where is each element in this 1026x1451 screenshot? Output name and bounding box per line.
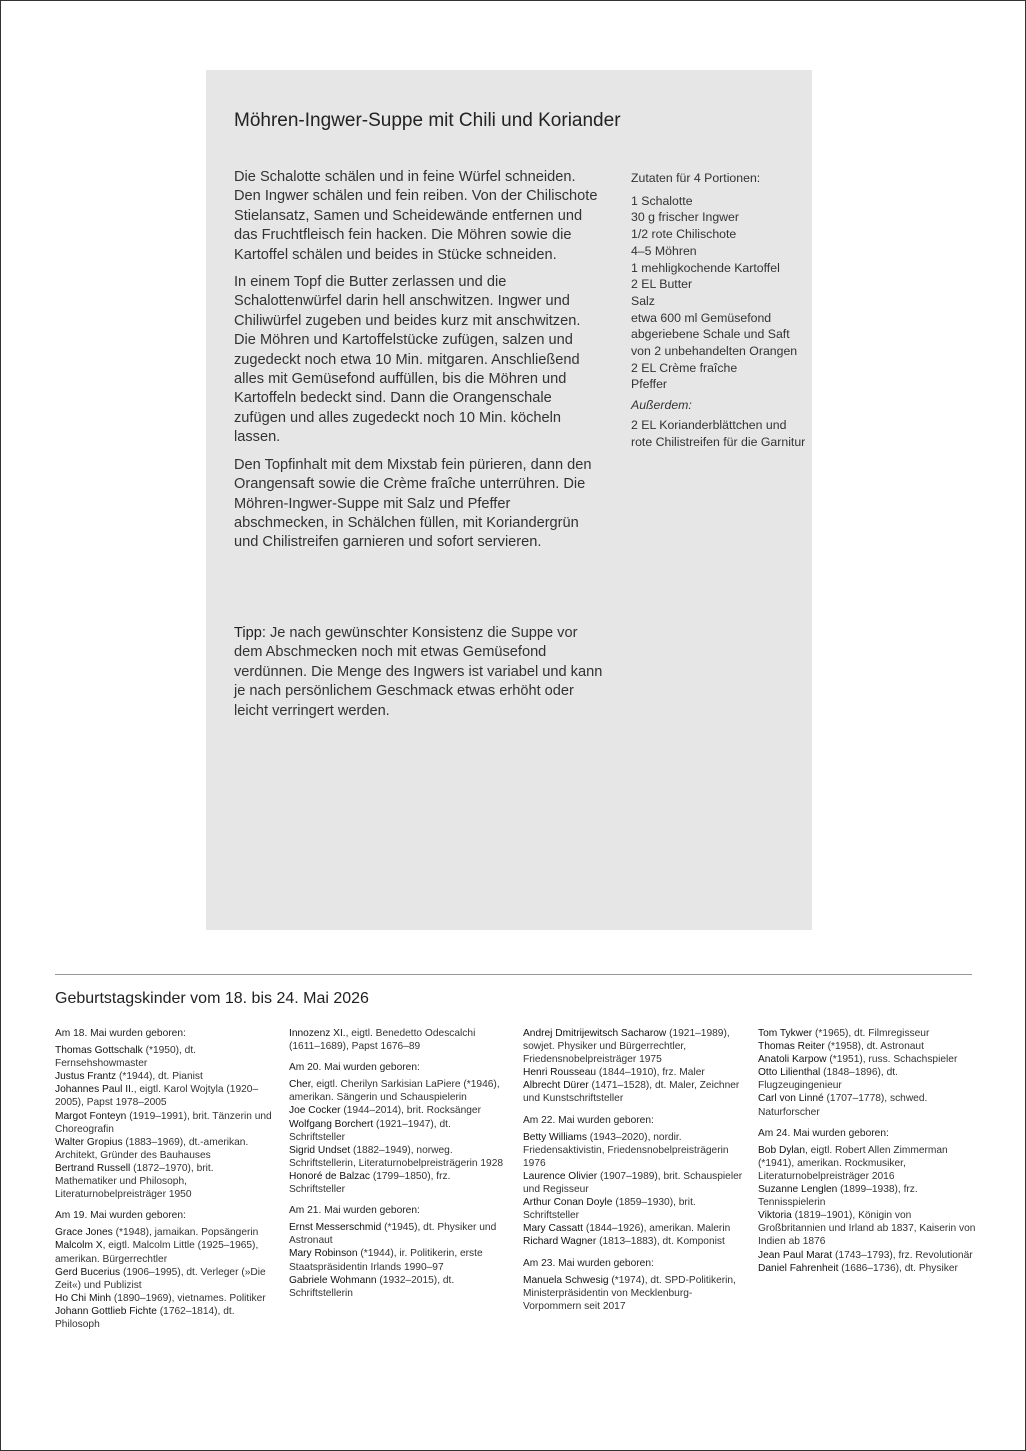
person-description: (*1965), dt. Filmregisseur <box>812 1028 930 1039</box>
recipe-instructions <box>234 168 606 561</box>
birthday-entry <box>523 1027 743 1066</box>
person-description: (1883–1969), dt.-amerikan. Architekt, Gründer des Bauhauses <box>55 1136 249 1161</box>
person-description: (1686–1736), dt. Physiker <box>838 1262 958 1274</box>
person-name: Grace Jones <box>55 1227 113 1239</box>
ingredient-item: abgeriebene Schale und Saft von 2 unbehandelten Orangen <box>631 327 798 359</box>
birthday-entry <box>758 1053 978 1066</box>
person-name: Innozenz XI. <box>289 1028 346 1039</box>
person-name: Thomas Reiter <box>758 1041 825 1053</box>
person-name: Thomas Gottschalk <box>55 1045 143 1057</box>
person-name: Honoré de Balzac <box>289 1170 370 1182</box>
birthday-group <box>289 1027 509 1053</box>
person-description: (1471–1528), dt. Maler, Zeichner und Kunstschriftsteller <box>523 1080 740 1105</box>
birthday-entry <box>758 1066 978 1092</box>
person-name: Suzanne Lenglen <box>758 1184 838 1196</box>
extras-heading: Außerdem: <box>631 398 692 413</box>
person-name: Albrecht Dürer <box>523 1080 589 1092</box>
ingredient-item: etwa 600 ml Gemüsefond <box>631 310 772 325</box>
person-description: (1907–1989), brit. Schauspieler und Regisseur <box>523 1170 743 1196</box>
person-description: (1819–1901), Königin von Großbritannien und Irland ab 1837, Kaiserin von Indien ab 1876 <box>758 1210 976 1248</box>
birthday-entry <box>55 1239 275 1265</box>
birthday-group <box>289 1204 509 1300</box>
birthday-group <box>523 1027 743 1106</box>
birthday-group <box>289 1061 509 1196</box>
person-name: Justus Frantz <box>55 1071 117 1083</box>
birthday-entry <box>55 1083 275 1109</box>
birthday-day-heading: Am 18. Mai wurden geboren: <box>55 1028 186 1039</box>
person-description: (*1950), dt. Fernsehshowmaster <box>55 1045 196 1070</box>
person-name: Sigrid Undset <box>289 1144 351 1156</box>
person-description: (1799–1850), frz. Schriftsteller <box>289 1170 451 1196</box>
birthday-group <box>55 1209 275 1331</box>
person-description: (1743–1793), frz. Revolutionär <box>832 1249 973 1261</box>
birthday-day-heading: Am 24. Mai wurden geboren: <box>758 1127 889 1139</box>
person-description: (1707–1778), schwed. Naturforscher <box>758 1093 928 1118</box>
person-name: Wolfgang Borchert <box>289 1118 374 1130</box>
person-name: Anatoli Karpow <box>758 1054 827 1066</box>
person-name: Otto Lilienthal <box>758 1067 821 1079</box>
person-description: (1921–1947), dt. Schriftsteller <box>289 1118 451 1143</box>
recipe-box <box>206 70 812 930</box>
birthday-entry <box>55 1110 275 1136</box>
birthday-entry <box>523 1079 743 1105</box>
birthday-entry <box>758 1027 978 1040</box>
ingredient-item: 4–5 Möhren <box>631 243 697 258</box>
birthday-entry <box>523 1170 743 1196</box>
person-name: Joe Cocker <box>289 1105 341 1117</box>
birthday-entry <box>289 1221 509 1247</box>
extra-item: 2 EL Korianderblättchen und rote Chilistreifen für die Garnitur <box>631 417 806 449</box>
birthday-group <box>523 1257 743 1313</box>
ingredient-item: 2 EL Butter <box>631 277 693 292</box>
person-description: (*1958), dt. Astronaut <box>824 1041 924 1053</box>
ingredient-item: Salz <box>631 293 655 308</box>
person-name: Daniel Fahrenheit <box>758 1262 839 1274</box>
birthday-entry <box>758 1262 978 1275</box>
birthday-day-heading: Am 21. Mai wurden geboren: <box>289 1205 420 1217</box>
birthday-entry <box>758 1209 978 1248</box>
person-name: Carl von Linné <box>758 1093 824 1105</box>
person-description: (1872–1970), brit. Mathematiker und Philosoph, Literaturnobelpreisträger 1950 <box>55 1162 214 1201</box>
birthday-entry <box>55 1136 275 1162</box>
person-name: Jean Paul Marat <box>758 1249 833 1261</box>
tip-text: Je nach gewünschter Konsistenz die Suppe vor dem Abschmecken noch mit etwas Gemüsefond verdünnen. Die Menge des Ingwers ist variabel und kann je nach persönlichem Geschmack etwas erhöht oder leicht verringert werden. <box>234 625 603 719</box>
birthday-day-heading: Am 22. Mai wurden geboren: <box>523 1114 654 1126</box>
person-description: (*1948), jamaikan. Popsängerin <box>112 1227 259 1239</box>
birthday-entry <box>523 1196 743 1222</box>
instruction-paragraph: In einem Topf die Butter zerlassen und die Schalottenwürfel darin hell anschwitzen. Ingwer und Chiliwürfel zugeben und beides kurz mit anschwitzen. Die Möhren und Kartoffelstücke zufügen, salzen und zugedeckt noch etwa 10 Min. mitgaren. Anschließend alles mit Gemüsefond auffüllen, bis die Möhren und Kartoffeln bedeckt sind. Dann die Orangenschale zufügen und alles zugedeckt noch 10 Min. köcheln lassen. <box>234 274 581 446</box>
person-description: , eigtl. Benedetto Odescalchi (1611–1689), Papst 1676–89 <box>289 1028 476 1053</box>
birthday-entry <box>289 1274 509 1300</box>
birthday-group <box>758 1127 978 1275</box>
person-description: (1932–2015), dt. Schriftstellerin <box>289 1274 455 1299</box>
person-description: (*1944), dt. Pianist <box>116 1071 203 1083</box>
person-name: Cher <box>289 1079 311 1091</box>
recipe-tip <box>234 624 606 721</box>
person-name: Gerd Bucerius <box>55 1266 121 1278</box>
person-description: (1921–1989), sowjet. Physiker und Bürgerrechtler, Friedensnobelpreisträger 1975 <box>523 1028 730 1066</box>
person-description: (1890–1969), vietnames. Politiker <box>111 1292 266 1304</box>
section-divider <box>55 974 972 975</box>
person-name: Arthur Conan Doyle <box>523 1197 613 1209</box>
person-description: , eigtl. Malcolm Little (1925–1965), amerikan. Bürgerrechtler <box>55 1240 259 1265</box>
ingredient-item: 1 Schalotte <box>631 193 693 208</box>
birthday-entry <box>758 1144 978 1183</box>
birthday-day-heading: Am 23. Mai wurden geboren: <box>523 1257 654 1269</box>
birthday-entry <box>289 1078 509 1104</box>
person-name: Walter Gropius <box>55 1136 123 1148</box>
birthday-entry <box>55 1305 275 1331</box>
birthday-group <box>758 1027 978 1119</box>
birthday-entry <box>55 1226 275 1239</box>
instruction-paragraph: Die Schalotte schälen und in feine Würfel schneiden. Den Ingwer schälen und fein reiben. Von der Chilischote Stielansatz, Samen und Scheidewände entfernen und das Fruchtfleisch fein hacken. Die Möhren sowie die Kartoffel schälen und beides in Stücke schneiden. <box>234 169 598 263</box>
person-description: (1943–2020), nordir. Friedensaktivistin, Friedensnobelpreisträgerin 1976 <box>523 1131 729 1169</box>
person-name: Mary Cassatt <box>523 1223 584 1235</box>
birthday-entry <box>55 1044 275 1070</box>
person-name: Bertrand Russell <box>55 1162 131 1174</box>
birthday-entry <box>523 1131 743 1170</box>
person-name: Malcolm X <box>55 1240 103 1252</box>
recipe-title: Möhren-Ingwer-Suppe mit Chili und Koriander <box>234 110 621 131</box>
person-name: Johannes Paul II. <box>55 1084 134 1096</box>
birthdays-title: Geburtstagskinder vom 18. bis 24. Mai 2026 <box>55 990 369 1007</box>
person-description: (1762–1814), dt. Philosoph <box>55 1305 235 1330</box>
birthday-column <box>523 1027 743 1321</box>
birthday-entry <box>523 1235 743 1248</box>
birthday-entry <box>289 1118 509 1144</box>
birthday-entry <box>55 1070 275 1083</box>
person-description: , eigtl. Karol Wojtyla (1920–2005), Papst 1978–2005 <box>55 1084 259 1109</box>
extras-list <box>631 417 806 450</box>
birthday-day-heading: Am 19. Mai wurden geboren: <box>55 1210 186 1222</box>
person-name: Gabriele Wohmann <box>289 1274 377 1286</box>
birthday-entry <box>55 1162 275 1201</box>
birthday-column <box>289 1027 509 1308</box>
birthday-entry <box>289 1144 509 1170</box>
person-name: Henri Rousseau <box>523 1067 597 1079</box>
birthday-entry <box>55 1266 275 1292</box>
birthday-entry <box>289 1170 509 1196</box>
tip-label: Tipp: <box>234 625 266 641</box>
ingredients-panel <box>631 170 806 450</box>
person-description: (*1945), dt. Physiker und Astronaut <box>289 1222 497 1247</box>
person-description: , eigtl. Robert Allen Zimmerman (*1941), amerikan. Rockmusiker, Literaturnobelpreisträger 2016 <box>758 1144 948 1182</box>
person-description: (*1944), ir. Politikerin, erste Staatspräsidentin Irlands 1990–97 <box>289 1248 483 1273</box>
birthday-entry <box>523 1222 743 1235</box>
birthday-entry <box>523 1274 743 1313</box>
birthday-column <box>55 1027 275 1339</box>
birthday-entry <box>523 1066 743 1079</box>
birthday-entry <box>55 1292 275 1305</box>
person-name: Ho Chi Minh <box>55 1292 112 1304</box>
ingredient-item: 2 EL Crème fraîche <box>631 360 738 375</box>
birthday-entry <box>289 1027 509 1053</box>
person-name: Andrej Dmitrijewitsch Sacharow <box>523 1028 667 1039</box>
person-name: Johann Gottlieb Fichte <box>55 1305 157 1317</box>
birthday-entry <box>758 1183 978 1209</box>
ingredient-item: Pfeffer <box>631 377 668 392</box>
person-description: (1859–1930), brit. Schriftsteller <box>523 1197 696 1222</box>
instruction-paragraph: Den Topfinhalt mit dem Mixstab fein pürieren, dann den Orangensaft sowie die Crème fraîche unterrühren. Die Möhren-Ingwer-Suppe mit Salz und Pfeffer abschmecken, in Schälchen füllen, mit Koriandergrün und Chilistreifen garnieren und sofort servieren. <box>234 456 592 551</box>
person-name: Betty Williams <box>523 1131 587 1143</box>
person-description: (1844–1910), frz. Maler <box>596 1067 705 1079</box>
person-description: (1944–2014), brit. Rocksänger <box>340 1105 481 1117</box>
person-description: (1919–1991), brit. Tänzerin und Choreografin <box>55 1110 272 1135</box>
ingredients-list <box>631 193 806 393</box>
person-description: , eigtl. Cherilyn Sarkisian LaPiere (*1946), amerikan. Sängerin und Schauspielerin <box>289 1079 500 1104</box>
person-description: (1882–1949), norweg. Schriftstellerin, Literaturnobelpreisträgerin 1928 <box>289 1144 504 1169</box>
person-name: Richard Wagner <box>523 1236 597 1248</box>
birthday-group <box>523 1114 743 1249</box>
person-name: Mary Robinson <box>289 1248 358 1260</box>
person-name: Ernst Messerschmid <box>289 1222 382 1234</box>
birthday-entry <box>758 1040 978 1053</box>
birthday-entry <box>758 1092 978 1118</box>
ingredient-item: 30 g frischer Ingwer <box>631 210 739 225</box>
person-name: Viktoria <box>758 1210 792 1222</box>
person-description: (*1951), russ. Schachspieler <box>826 1054 958 1066</box>
birthday-entry <box>758 1249 978 1262</box>
person-description: (1906–1995), dt. Verleger (»Die Zeit«) und Publizist <box>55 1266 266 1291</box>
birthday-column <box>758 1027 978 1283</box>
person-name: Manuela Schwesig <box>523 1274 609 1286</box>
person-name: Laurence Olivier <box>523 1170 598 1182</box>
person-description: (1813–1883), dt. Komponist <box>596 1236 725 1248</box>
person-description: (*1974), dt. SPD-Politikerin, Ministerpräsidentin von Mecklenburg-Vorpommern seit 2017 <box>523 1274 736 1312</box>
person-description: (1899–1938), frz. Tennisspielerin <box>758 1184 918 1209</box>
birthday-entry <box>289 1104 509 1117</box>
birthday-day-heading: Am 20. Mai wurden geboren: <box>289 1062 420 1074</box>
ingredient-item: 1 mehligkochende Kartoffel <box>631 260 780 275</box>
person-name: Tom Tykwer <box>758 1028 813 1039</box>
ingredients-heading: Zutaten für 4 Portionen: <box>631 171 761 185</box>
birthday-entry <box>289 1247 509 1273</box>
person-name: Bob Dylan <box>758 1144 806 1156</box>
person-name: Margot Fonteyn <box>55 1110 127 1122</box>
birthday-group <box>55 1027 275 1201</box>
person-description: (1848–1896), dt. Flugzeugingenieur <box>758 1067 898 1092</box>
ingredient-item: 1/2 rote Chilischote <box>631 227 737 242</box>
person-description: (1844–1926), amerikan. Malerin <box>583 1223 731 1235</box>
